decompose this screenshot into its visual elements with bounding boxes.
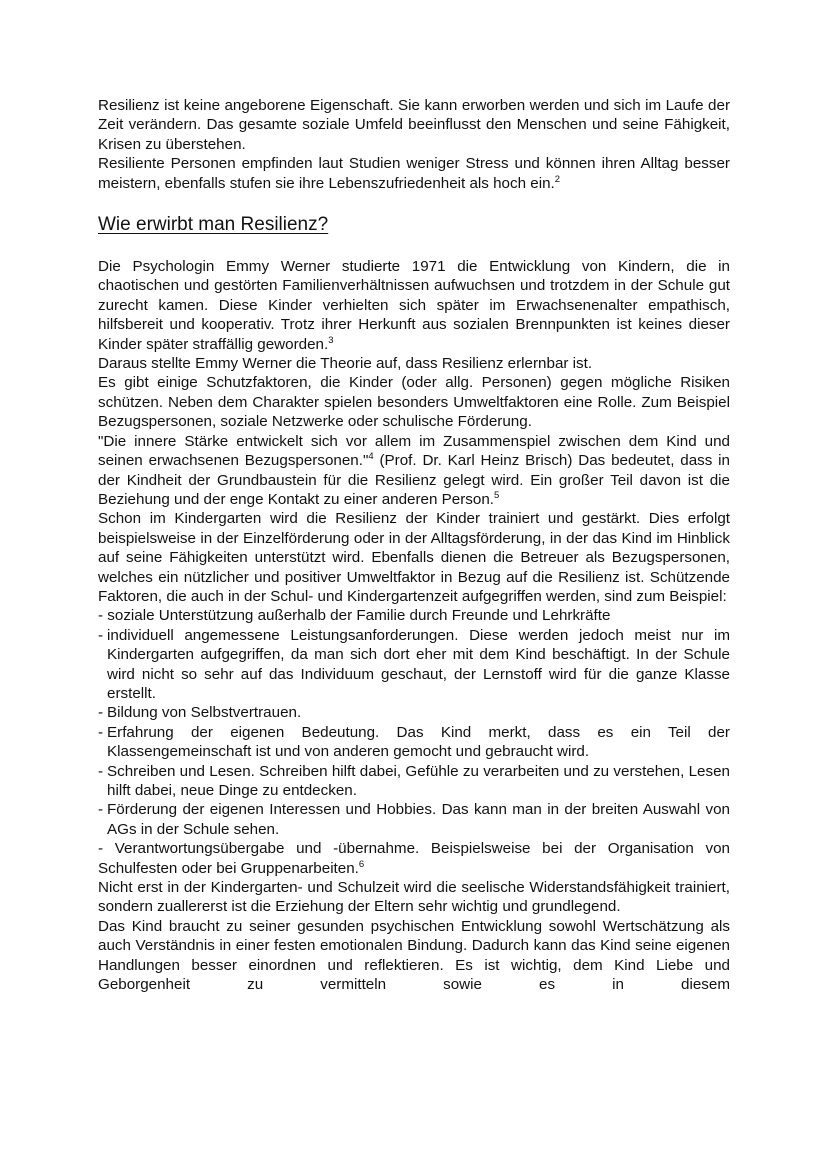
list-item [98,606,730,625]
section-heading: Wie erwirbt man Resilienz? [98,214,329,236]
kindergarten-paragraph [98,509,730,606]
list-item-text: Erfahrung der eigenen Bedeutung. Das Kind merkt, dass es ein Teil der Klassengemeinschaft ist und von anderen gemocht und gebraucht wird. [107,723,730,761]
dash-marker: - [98,723,104,741]
footnote-marker: 4 [368,451,374,463]
list-item [98,800,730,839]
list-item [98,723,730,762]
schutzfaktoren-paragraph [98,373,730,431]
dash-marker: - [98,626,104,644]
footnote-marker: 5 [494,489,500,501]
quote-paragraph [98,432,730,510]
quote-explanation: (Prof. Dr. Karl Heinz Brisch) Das bedeutet, dass in der Kindheit der Grundbaustein für die Resilienz gelegt wird. Ein großer Teil davon ist die Beziehung und der enge Kontakt zu einer anderen Person. [98,452,730,508]
intro-paragraph [98,96,730,154]
list-item-text: soziale Unterstützung außerhalb der Familie durch Freunde und Lehrkräfte [107,607,611,625]
footnote-marker: 3 [328,334,334,346]
list-item-text: individuell angemessene Leistungsanforderungen. Diese werden jedoch meist nur im Kindergarten aufgegriffen, da man sich dort eher mit dem Kind beschäftigt. In der Schule wird nicht so sehr auf das Individuum geschaut, der Lernstoff wird für die ganze Klasse erstellt. [107,626,730,702]
theory-text: Daraus stellte Emmy Werner die Theorie auf, dass Resilienz erlernbar ist. [98,355,593,373]
schutzfaktoren-text: Es gibt einige Schutzfaktoren, die Kinder (oder allg. Personen) gegen mögliche Risiken schützen. Neben dem Charakter spielen besonders Umweltfaktoren eine Rolle. Zum Beispiel Bezugspersonen, soziale Netzwerke oder schulische Förderung. [98,374,730,431]
intro-paragraph-studies [98,154,730,193]
dash-marker: - [98,840,104,858]
werner-text: Die Psychologin Emmy Werner studierte 1971 die Entwicklung von Kindern, die in chaotischen und gestörten Familienverhältnissen aufwuchsen und trotzdem in der Schule gut zurecht kamen. Diese Kinder verhielten sich später im Erwachsenenalter empathisch, hilfsbereit und kooperativ. Trotz ihrer Herkunft aus sozialen Brennpunkten ist keines dieser Kinder später straffällig geworden. [98,258,730,353]
intro-studies-text: Resiliente Personen empfinden laut Studien weniger Stress und können ihren Alltag besser meistern, ebenfalls stufen sie ihre Lebenszufriedenheit als hoch ein. [98,155,730,192]
quote-text: "Die innere Stärke entwickelt sich vor allem im Zusammenspiel zwischen dem Kind und seinen erwachsenen Bezugspersonen." [98,432,730,470]
dash-marker: - [98,704,104,722]
list-item [98,703,730,722]
list-item [98,626,730,704]
dash-marker: - [98,762,104,780]
closing-paragraph [98,878,730,917]
document-page [98,96,730,994]
footnote-marker: 2 [554,173,561,185]
kindergarten-text: Schon im Kindergarten wird die Resilienz der Kinder trainiert und gestärkt. Dies erfolgt beispielsweise in der Einzelförderung oder in der Alltagsförderung, in der das Kind im Hinblick auf seine Fähigkeiten unterstützt wird. Ebenfalls dienen die Betreuer als Bezugspersonen, welches ein nützlicher und positiver Umweltfaktor in Bezug auf die Resilienz ist. Schützende Faktoren, die auch in der Schul- und Kindergartenzeit aufgegriffen werden, sind zum Beispiel: [98,510,730,605]
list-item-text: Verantwortungsübergabe und -übernahme. Beispielsweise bei der Organisation von Schulfesten oder bei Gruppenarbeiten. [98,840,730,877]
list-item [98,762,730,801]
dash-marker: - [98,801,104,819]
protective-factors-list [98,606,730,878]
list-item-text: Schreiben und Lesen. Schreiben hilft dabei, Gefühle zu verarbeiten und zu verstehen, Lesen hilft dabei, neue Dinge zu entdecken. [107,762,730,799]
closing-development-text: Das Kind braucht zu seiner gesunden psychischen Entwicklung sowohl Wertschätzung als auch Verständnis in einer festen emotionalen Bindung. Dadurch kann das Kind seine eigenen Handlungen besser einordnen und reflektieren. Es ist wichtig, dem Kind Liebe und Geborgenheit zu vermitteln sowie es in diesem [98,917,730,994]
closing-text: Nicht erst in der Kindergarten- und Schulzeit wird die seelische Widerstandsfähigkeit trainiert, sondern zuallererst ist die Erziehung der Eltern sehr wichtig und grundlegend. [98,879,730,916]
footnote-marker: 6 [358,858,365,870]
closing-paragraph-development [98,917,730,995]
dash-marker: - [98,607,104,625]
werner-paragraph [98,257,730,354]
theory-paragraph [98,354,730,373]
list-item [98,839,730,878]
list-item-text: Förderung der eigenen Interessen und Hobbies. Das kann man in der breiten Auswahl von AGs in der Schule sehen. [107,801,730,838]
intro-text: Resilienz ist keine angeborene Eigenschaft. Sie kann erworben werden und sich im Laufe der Zeit verändern. Das gesamte soziale Umfeld beeinflusst den Menschen und seine Fähigkeit, Krisen zu überstehen. [98,97,730,153]
list-item-text: Bildung von Selbstvertrauen. [107,704,302,722]
